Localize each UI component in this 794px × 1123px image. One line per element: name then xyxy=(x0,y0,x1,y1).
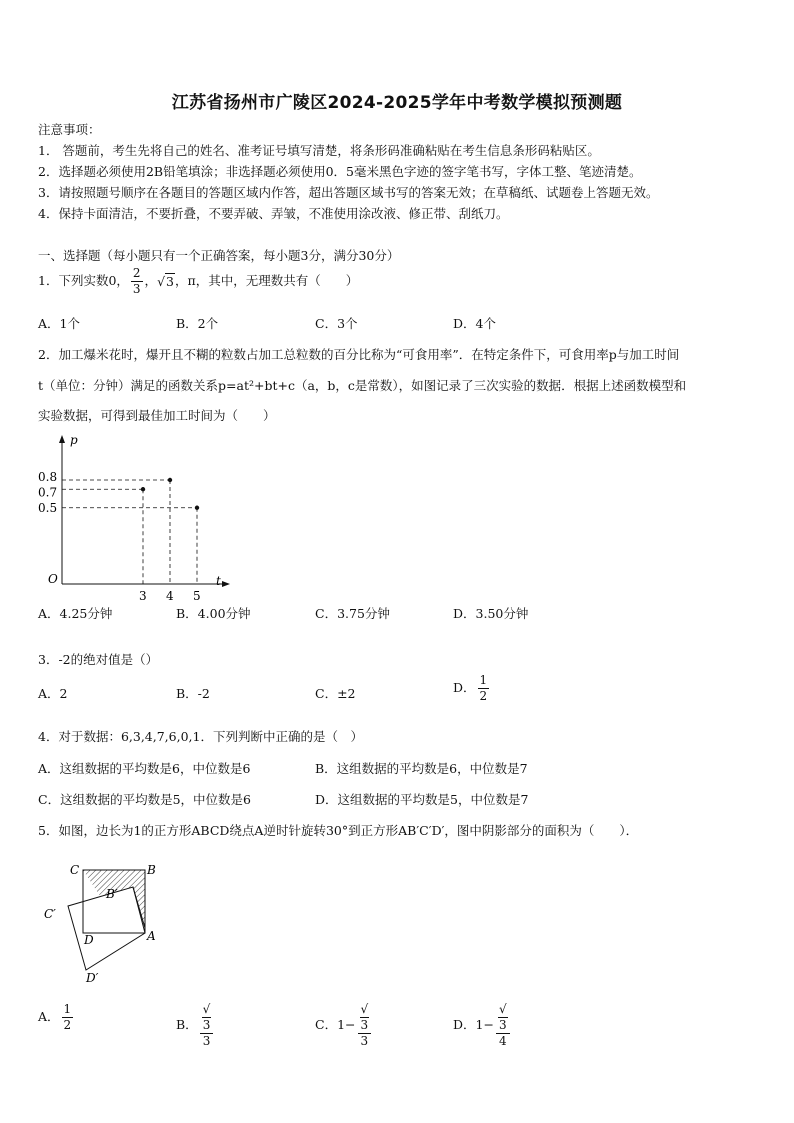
x-tick-label: 5 xyxy=(193,589,201,603)
note-item: 1． 答题前，考生先将自己的姓名、准考证号填写清楚，将条形码准确粘贴在考生信息条形码粘贴区。 xyxy=(38,143,600,158)
fraction: $\frac{2}{3}$ xyxy=(132,266,141,296)
label-c: C xyxy=(70,863,80,877)
label-b: B xyxy=(147,863,156,877)
x-axis-arrow xyxy=(222,581,230,587)
label-c-prime: C′ xyxy=(44,907,56,921)
y-tick-label: 0.5 xyxy=(38,500,58,515)
question-2-line: t（单位：分钟）满足的函数关系p=at²+bt+c（a，b，c是常数），如图记录了三次实验的数据．根据上述函数模型和 xyxy=(38,378,687,393)
notes-heading: 注意事项： xyxy=(38,122,101,137)
y-axis-label: p xyxy=(70,433,78,447)
x-tick-label: 4 xyxy=(166,589,174,603)
x-axis-label: t xyxy=(216,574,221,588)
origin-label: O xyxy=(48,572,58,586)
label-a: A xyxy=(147,929,156,943)
q3-option-c[interactable]: C．±2 xyxy=(315,686,356,701)
q1-option-a[interactable]: A．1个 xyxy=(38,316,80,331)
question-2-line: 实验数据，可得到最佳加工时间为（ ） xyxy=(38,408,276,423)
q2-option-b[interactable]: B．4.00分钟 xyxy=(176,606,251,621)
q3-option-a[interactable]: A．2 xyxy=(38,686,68,701)
question-2-line: 2．加工爆米花时，爆开且不糊的粒数占加工总粒数的百分比称为“可食用率”．在特定条件下，可食用率p与加工时间 xyxy=(38,347,680,362)
q2-chart xyxy=(38,432,240,603)
note-item: 4．保持卡面清洁，不要折叠，不要弄破、弄皱，不准使用涂改液、修正带、刮纸刀。 xyxy=(38,206,509,221)
q4-option-a[interactable]: A．这组数据的平均数是6，中位数是6 xyxy=(38,761,251,776)
q1-option-c[interactable]: C．3个 xyxy=(315,316,358,331)
q4-option-d[interactable]: D．这组数据的平均数是5，中位数是7 xyxy=(315,792,529,807)
q5-figure xyxy=(40,852,180,992)
label-b-prime: B′ xyxy=(106,887,118,901)
note-item: 3．请按照题号顺序在各题目的答题区域内作答，超出答题区域书写的答案无效；在草稿纸、试题卷上答题无效。 xyxy=(38,185,659,200)
question-1-stem: 1．下列实数0， $\frac{2}{3}$ ，√3，π，其中，无理数共有（ ） xyxy=(38,266,359,296)
q2-option-d[interactable]: D．3.50分钟 xyxy=(453,606,529,621)
data-point xyxy=(168,478,172,482)
q3-option-d[interactable]: D． $\frac{1}{2}$ xyxy=(453,673,488,703)
q4-option-b[interactable]: B．这组数据的平均数是6，中位数是7 xyxy=(315,761,528,776)
q5-option-c[interactable]: C．1− √ 3 3 xyxy=(315,1002,373,1049)
y-tick-label: 0.8 xyxy=(38,470,58,484)
question-5-stem: 5．如图，边长为1的正方形ABCD绕点A逆时针旋转30°到正方形AB′C′D′，图中阴影部分的面积为（ ）． xyxy=(38,823,639,838)
page-title: 江苏省扬州市广陵区2024-2025学年中考数学模拟预测题 xyxy=(171,93,623,113)
y-tick-label: 0.7 xyxy=(38,485,58,500)
label-d: D xyxy=(84,933,94,947)
y-axis-arrow xyxy=(59,435,65,443)
note-item: 2．选择题必须使用2B铅笔填涂；非选择题必须使用0．5毫米黑色字迹的签字笔书写，字体工整、笔迹清楚。 xyxy=(38,164,642,179)
section-heading: 一、选择题（每小题只有一个正确答案，每小题3分，满分30分） xyxy=(38,248,400,263)
q3-option-b[interactable]: B．-2 xyxy=(176,686,210,701)
label-d-prime: D′ xyxy=(86,971,99,985)
data-point xyxy=(195,506,199,510)
x-tick-label: 3 xyxy=(139,589,147,603)
q1-option-d[interactable]: D．4个 xyxy=(453,316,496,331)
sqrt-expression: √3 xyxy=(157,274,174,289)
q2-option-a[interactable]: A．4.25分钟 xyxy=(38,606,113,621)
q2-option-c[interactable]: C．3.75分钟 xyxy=(315,606,390,621)
q1-option-b[interactable]: B．2个 xyxy=(176,316,219,331)
q5-option-b[interactable]: B． √ 3 3 xyxy=(176,1002,215,1049)
data-point xyxy=(141,487,145,491)
q4-option-c[interactable]: C．这组数据的平均数是5，中位数是6 xyxy=(38,792,251,807)
question-3-stem: 3．-2的绝对值是（） xyxy=(38,652,159,667)
question-4-stem: 4．对于数据：6,3,4,7,6,0,1．下列判断中正确的是（ ） xyxy=(38,729,363,744)
q5-option-d[interactable]: D．1− √ 3 4 xyxy=(453,1002,512,1049)
q5-option-a[interactable]: A． $\frac{1}{2}$ xyxy=(38,1002,72,1032)
